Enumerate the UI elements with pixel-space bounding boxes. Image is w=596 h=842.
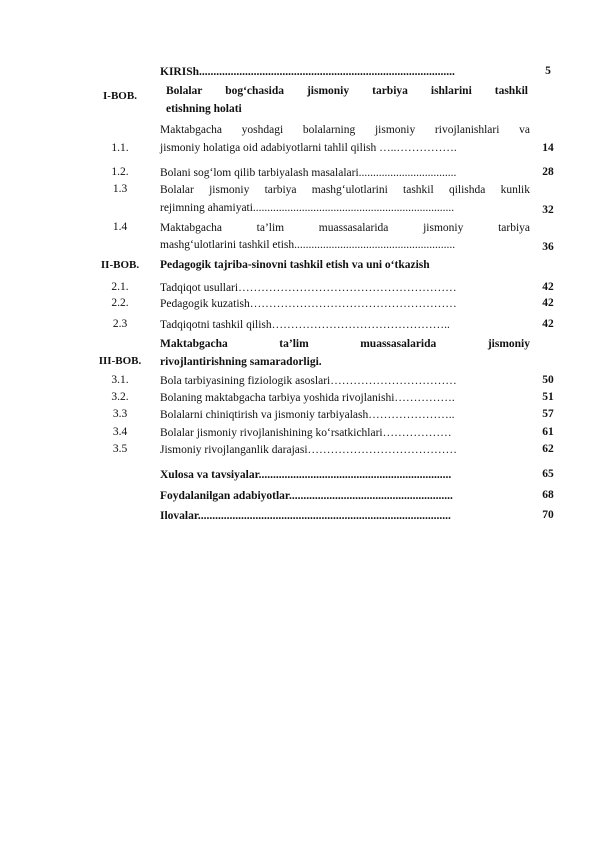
section-title: Bolani sog‘lom qilib tarbiyalash masalalari.................................. bbox=[160, 167, 457, 179]
toc-page-number: 70 bbox=[542, 509, 554, 521]
section-title: Tadqiqot usullari………………………………………………… bbox=[160, 282, 457, 294]
toc-page-number: 28 bbox=[542, 166, 554, 178]
toc-page-number: 68 bbox=[542, 489, 554, 501]
chapter-title-line2: rivojlantirishning samaradorligi. bbox=[160, 356, 322, 368]
section-number: 1.2. bbox=[111, 166, 129, 178]
toc-page-number: 32 bbox=[542, 204, 554, 216]
section-number: 3.5 bbox=[112, 443, 128, 455]
section-title-line1: Bolalar jismoniy tarbiya mashg‘ulotlarini tashkil qilishda kunlik bbox=[160, 184, 530, 196]
toc-page-number: 36 bbox=[542, 241, 554, 253]
section-title-line2: jismoniy holatiga oid adabiyotlarni tahlil qilish …..……………. bbox=[160, 142, 457, 154]
toc-page-number: 51 bbox=[542, 391, 554, 403]
section-number: 2.1. bbox=[111, 281, 129, 293]
toc-page-number: 14 bbox=[542, 142, 554, 154]
chapter-title-line1: Bolalar bog‘chasida jismoniy tarbiya ishlarini tashkil bbox=[166, 85, 528, 97]
chapter-title-line2: etishning holati bbox=[166, 103, 242, 115]
section-number: 1.3 bbox=[112, 183, 128, 195]
section-title-line1: Maktabgacha yoshdagi bolalarning jismoniy rivojlanishlari va bbox=[160, 124, 530, 136]
section-title: Tadqiqotni tashkil qilish……………………………………….. bbox=[160, 319, 450, 331]
section-title: Bolaning maktabgacha tarbiya yoshida rivojlanishi……………. bbox=[160, 392, 455, 404]
toc-entry-title: Ilovalar........................................................................................ bbox=[160, 510, 451, 522]
section-number: 3.2. bbox=[111, 391, 129, 403]
toc-page-number: 5 bbox=[545, 65, 551, 77]
section-number: 2.2. bbox=[111, 297, 129, 309]
section-number: 3.3 bbox=[112, 408, 128, 420]
chapter-number: I-BOB. bbox=[103, 90, 137, 102]
section-title-line1: Maktabgacha ta’lim muassasalarida jismoniy tarbiya bbox=[160, 222, 530, 234]
section-title-line2: mashg‘ulotlarini tashkil etish........................................................ bbox=[160, 239, 456, 251]
toc-page-number: 42 bbox=[542, 297, 554, 309]
chapter-title-line1: Maktabgacha ta’lim muassasalarida jismoniy bbox=[160, 338, 530, 350]
toc-page-number: 62 bbox=[542, 443, 554, 455]
section-number: 3.4 bbox=[112, 426, 128, 438]
section-title-line2: rejimning ahamiyati...................................................................... bbox=[160, 202, 455, 214]
toc-page-number: 50 bbox=[542, 374, 554, 386]
toc-page-number: 57 bbox=[542, 408, 554, 420]
section-number: 1.4 bbox=[112, 221, 128, 233]
chapter-title: Pedagogik tajriba-sinovni tashkil etish va uni o‘tkazish bbox=[160, 259, 430, 271]
section-title: Bolalar jismoniy rivojlanishining ko‘rsatkichlari……………… bbox=[160, 427, 452, 439]
section-number: 3.1. bbox=[111, 374, 129, 386]
toc-entry-title: Xulosa va tavsiyalar................................................................... bbox=[160, 469, 452, 481]
section-title: Pedagogik kuzatish……………………………………………… bbox=[160, 298, 457, 310]
section-title: Bola tarbiyasining fiziologik asoslari…………………………… bbox=[160, 375, 457, 387]
section-title: Bolalarni chiniqtirish va jismoniy tarbiyalash………………….. bbox=[160, 409, 455, 421]
toc-page-number: 42 bbox=[542, 281, 554, 293]
chapter-number: II-BOB. bbox=[100, 259, 140, 271]
section-title: Jismoniy rivojlanganlik darajasi………………………………… bbox=[160, 444, 458, 456]
toc-page-number: 42 bbox=[542, 318, 554, 330]
toc-page-number: 65 bbox=[542, 468, 554, 480]
toc-entry-title: KIRISh......................................................................................... bbox=[160, 66, 455, 78]
toc-page-number: 61 bbox=[542, 426, 554, 438]
section-number: 2.3 bbox=[112, 318, 128, 330]
section-number: 1.1. bbox=[111, 142, 129, 154]
toc-entry-title: Foydalanilgan adabiyotlar......................................................... bbox=[160, 490, 453, 502]
chapter-number: III-BOB. bbox=[98, 355, 142, 367]
